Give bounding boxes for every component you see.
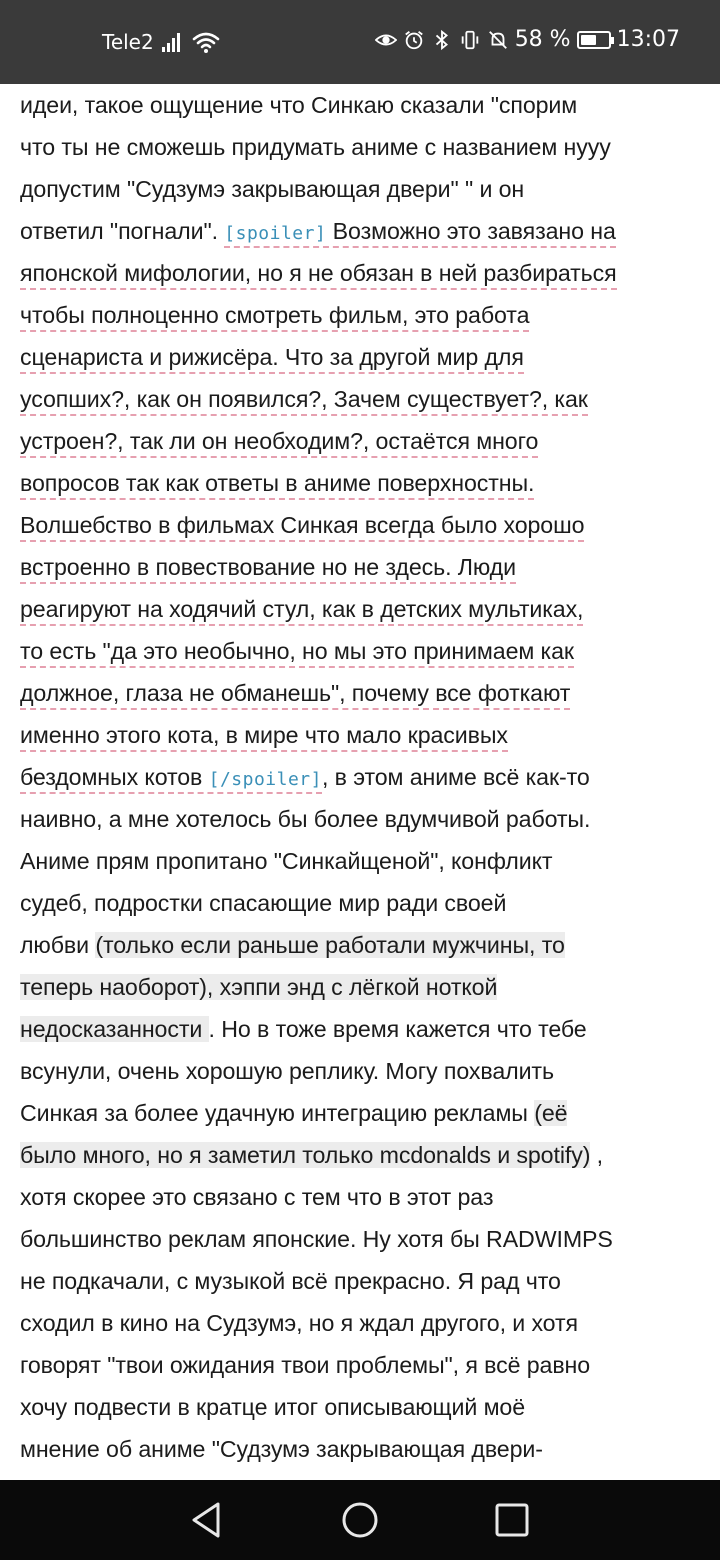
text-line: большинство реклам японские. Ну хотя бы RADWIMPS: [20, 1226, 613, 1252]
text-line: хотя скорее это связано с тем что в этот раз: [20, 1184, 494, 1210]
spoiler-text: реагируют на ходячий стул, как в детских мультиках,: [20, 596, 583, 626]
spoiler-line: [20, 378, 710, 420]
battery-icon: [577, 31, 611, 49]
text-line: [20, 756, 710, 798]
spoiler-text: должное, глаза не обманешь", почему все фоткают: [20, 680, 570, 710]
spoiler-line: [20, 294, 710, 336]
wifi-icon: [192, 30, 220, 54]
hidden-aside[interactable]: (только если раньше работали мужчины, то: [95, 932, 565, 958]
spoiler-line: [20, 546, 710, 588]
spoiler-text: то есть "да это необычно, но мы это принимаем как: [20, 638, 574, 668]
text-segment: любви: [20, 932, 96, 958]
carrier-name: Tele2: [102, 30, 154, 54]
spoiler-text: встроенно в повествование но не здесь. Люди: [20, 554, 516, 584]
spoiler-text: вопросов так как ответы в аниме поверхностны.: [20, 470, 534, 500]
home-icon[interactable]: [338, 1498, 382, 1542]
spoiler-text: усопших?, как он появился?, Зачем существует?, как: [20, 386, 588, 416]
spoiler-text: Волшебство в фильмах Синкая всегда было хорошо: [20, 512, 584, 542]
back-icon[interactable]: [184, 1498, 228, 1542]
spoiler-text: устроен?, так ли он необходим?, остаётся много: [20, 428, 538, 458]
spoiler-line: [20, 252, 710, 294]
text-segment: Синкая за более удачную интеграцию рекламы: [20, 1100, 535, 1126]
signal-icon: [162, 32, 184, 52]
spoiler-line: [20, 588, 710, 630]
text-line: допустим "Судзумэ закрывающая двери" " и он: [20, 176, 525, 202]
text-line: судеб, подростки спасающие мир ради своей: [20, 890, 507, 916]
vibrate-icon: [459, 29, 481, 51]
spoiler-line: [20, 714, 710, 756]
text-segment: ,: [590, 1142, 604, 1168]
bluetooth-icon: [431, 29, 453, 51]
spoiler-text: Возможно это завязано на: [332, 218, 616, 244]
alarm-icon: [403, 29, 425, 51]
recents-icon[interactable]: [490, 1498, 534, 1542]
spoiler-text: чтобы полноценно смотреть фильм, это работа: [20, 302, 529, 332]
text-line: что ты не сможешь придумать аниме с названием нууу: [20, 134, 611, 160]
hidden-aside[interactable]: (её: [534, 1100, 568, 1126]
status-bar: [0, 0, 720, 84]
spoiler-text: японской мифологии, но я не обязан в ней разбираться: [20, 260, 617, 290]
status-icons: [375, 27, 680, 52]
text-line: [20, 1134, 710, 1176]
battery-percent: 58 %: [514, 27, 571, 52]
spoiler-text: именно этого кота, в мире что мало красивых: [20, 722, 508, 752]
text-line: наивно, а мне хотелось бы более вдумчивой работы.: [20, 806, 591, 832]
mute-icon: [487, 29, 509, 51]
text-segment: , в этом аниме всё как-то: [321, 764, 590, 790]
text-line: Аниме прям пропитано "Синкайщеной", конфликт: [20, 848, 553, 874]
text-segment: ответил "погнали".: [20, 218, 225, 244]
text-line: [20, 1092, 710, 1134]
spoiler-text: сценариста и рижисёра. Что за другой мир для: [20, 344, 524, 374]
spoiler-line: [20, 462, 710, 504]
spoiler-line: [20, 630, 710, 672]
text-line: хочу подвести в кратце итог описывающий моё: [20, 1394, 526, 1420]
spoiler-line: [20, 504, 710, 546]
hidden-aside[interactable]: теперь наоборот), хэппи энд с лёгкой ноткой: [20, 974, 498, 1000]
spoiler-open-tag: [spoiler]: [224, 223, 327, 244]
spoiler-line: [20, 336, 710, 378]
text-line: всунули, очень хорошую реплику. Могу похвалить: [20, 1058, 554, 1084]
clock: 13:07: [616, 27, 680, 52]
spoiler-text: бездомных котов [/spoiler]: [20, 764, 322, 794]
spoiler-close-tag: [/spoiler]: [208, 769, 322, 790]
text-line: мнение об аниме "Судзумэ закрывающая двери-: [20, 1436, 543, 1462]
hidden-aside[interactable]: недосказанности: [20, 1016, 209, 1042]
text-line: [20, 210, 710, 252]
hidden-aside[interactable]: было много, но я заметил только mcdonalds и spotify): [20, 1142, 591, 1168]
text-line: говорят "твои ожидания твои проблемы", я всё равно: [20, 1352, 591, 1378]
text-line: сходил в кино на Судзумэ, но я ждал другого, и хотя: [20, 1310, 578, 1336]
spoiler-line: [20, 672, 710, 714]
spoiler-block[interactable]: [224, 218, 616, 248]
text-line: идеи, такое ощущение что Синкаю сказали "спорим: [20, 92, 578, 118]
spoiler-line: [20, 420, 710, 462]
text-line: [20, 1008, 710, 1050]
eye-icon: [375, 29, 397, 51]
text-line: [20, 924, 710, 966]
navigation-bar: [0, 1480, 720, 1560]
text-line: [20, 966, 710, 1008]
text-line: не подкачали, с музыкой всё прекрасно. Я рад что: [20, 1268, 561, 1294]
text-segment: . Но в тоже время кажется что тебе: [208, 1016, 587, 1042]
review-text: [0, 42, 720, 1480]
